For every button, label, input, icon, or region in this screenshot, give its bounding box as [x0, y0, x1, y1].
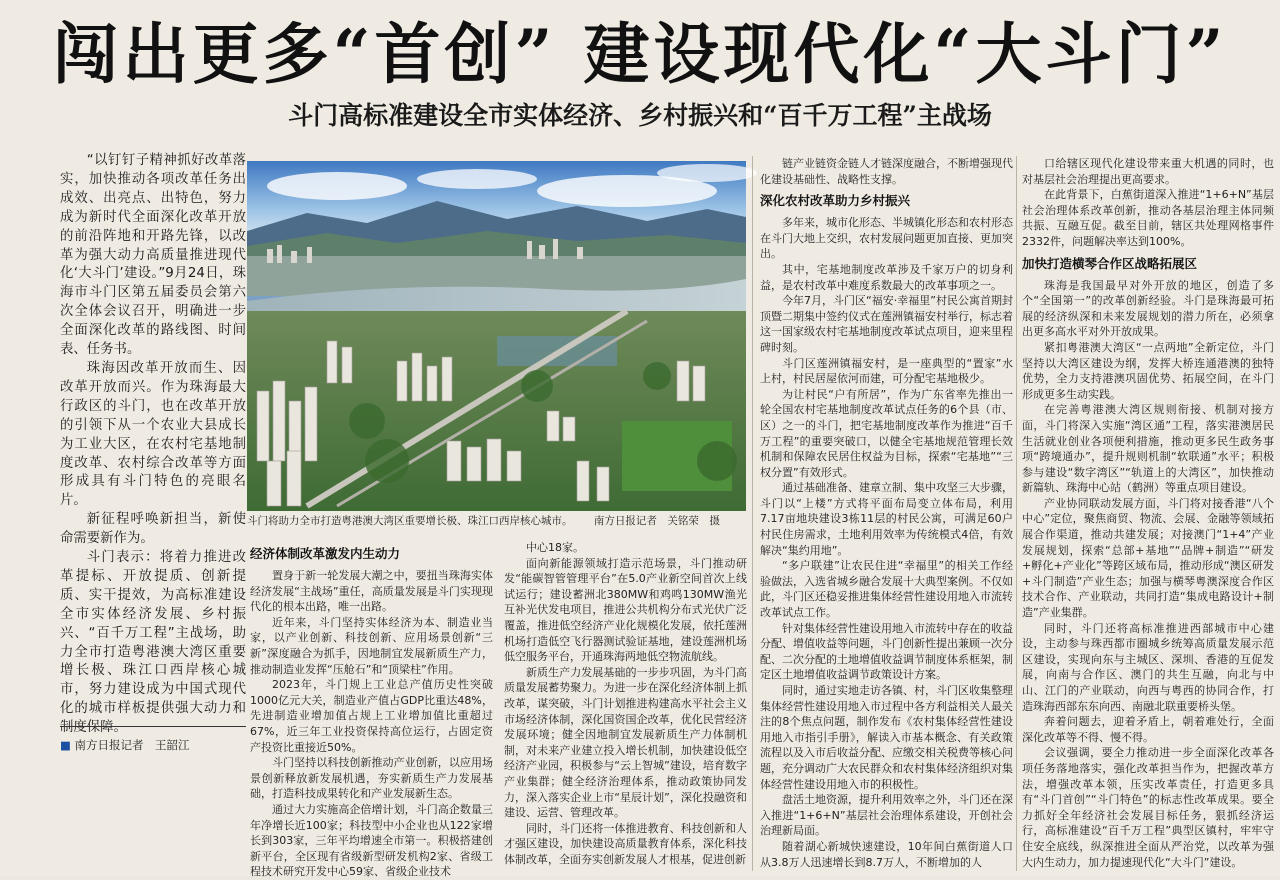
lead-paragraph: 新征程呼唤新担当，新使命需要新作为。: [60, 512, 246, 547]
section-heading: 深化农村改革助力乡村振兴: [760, 193, 911, 209]
byline-text: 南方日报记者 王韶江: [74, 738, 190, 752]
paragraph: 随着湖心新城快速建设，10年间白蕉街道人口从3.8万人迅速增长到8.7万人，不断增加的人: [760, 839, 1013, 869]
paragraph: 奔着问题去，迎着矛盾上，朝着难处行，全面深化改革等不得、慢不得。: [1022, 715, 1274, 744]
column-rural-reform: [760, 156, 1013, 876]
column-divider: [1016, 156, 1017, 871]
paragraph: 紧扣粤港澳大湾区“一点两地”全新定位，斗门坚持以大湾区建设为纲，发挥大桥连通港澳的独特优势，全力支持港澳巩固优势、拓展空间，在斗门形成更多生动实践。: [1022, 340, 1274, 401]
paragraph: 同时，通过实地走访各镇、村，斗门区收集整理集体经营性建设用地入市过程中各方利益相关人最关注的8个焦点问题，制作发布《农村集体经营性建设用地入市指引手册》，解读入市基本概念、有关政策流程以及入市后收益分配、应缴交相关税费等核心问题，充分调动广大农民群众和农村集体经济组织对集体经营性建设用地入市的积极性。: [760, 684, 1013, 791]
paragraph: 近年来，斗门坚持实体经济为本、制造业当家，以产业创新、科技创新、应用场景创新“三新”深度融合为抓手，因地制宜发展新质生产力，推动制造业发挥“压舱石”和“顶梁柱”作用。: [250, 615, 493, 676]
lead-column: [60, 152, 246, 736]
lead-paragraph: 珠海因改革开放而生、因改革开放而兴。作为珠海最大行政区的斗门，也在改革开放的引领下从一个农业大县成长为工业大区，在农村宅基地制度改革、农村综合改革等方面形成具有斗门特色的亮眼名片。: [60, 360, 246, 509]
paragraph: 口给辖区现代化建设带来重大机遇的同时，也对基层社会治理提出更高要求。: [1022, 157, 1274, 186]
paragraph: 会议强调，要全力推动进一步全面深化改革各项任务落地落实，强化改革担当作为，把握改革方法，增强改革本领，压实改革责任，打造更多具有“斗门首创”“斗门特色”的标志性改革成果。要全力抓好全年经济社会发展目标任务，狠抓经济运行，高标准建设“百千万工程”典型区镇村，牢牢守住安全底线，纵深推进全面从严治党，以改革为强大内生动力，加力提速现代化“大斗门”建设。: [1022, 746, 1274, 869]
paragraph: 在完善粤港澳大湾区规则衔接、机制对接方面，斗门将深入实施“湾区通”工程，落实港澳居民生活就业创业各项便利措施，推动更多民生政务事项“跨境通办”，提升规则机制“软联通”水平；积极参与建设“数字湾区”“轨道上的大湾区”，加快推动新篇轨、珠海中心站（鹤洲）等重点项目建设。: [1022, 403, 1274, 495]
paragraph: “多户联建”让农民住进“幸福里”的相关工作经验做法，入选省城乡融合发展十大典型案例。不仅如此，斗门区还稳妥推进集体经营性建设用地入市流转改革试点工作。: [760, 559, 1013, 620]
paragraph: 链产业链资金链人才链深度融合，不断增强现代化建设基础性、战略性支撑。: [760, 157, 1013, 186]
photo-credit: 南方日报记者 关铭荣 摄: [593, 515, 720, 527]
section-heading: 加快打造横琴合作区战略拓展区: [1022, 255, 1198, 271]
paragraph: 通过大力实施高企倍增计划，斗门高企数量三年净增长近100家；科技型中小企业也从122家增长到303家，三年平均增速全市第一。积极搭建创新平台，全区现有省级新型研发机构2家、省级工程技术研究开发中心59家、省级企业技术: [250, 802, 493, 879]
paragraph: 为让村民“户有所居”，作为广东省率先推出一轮全国农村宅基地制度改革试点任务的6个县（市、区）之一的斗门，把宅基地制度改革作为推进“百千万工程”的重要突破口，以健全宅基地规范管理长效机制和保障农民居住权益为目标，探索“宅基地”“三权分置”有效形式。: [760, 387, 1013, 479]
aerial-city-photo: [247, 161, 746, 511]
section-heading: 经济体制改革激发内生动力: [250, 546, 401, 561]
paragraph: 多年来，城市化形态、半城镇化形态和农村形态在斗门大地上交织，农村发展问题更加直接、更加突出。: [760, 216, 1013, 261]
caption-text: 斗门将助力全市打造粤港澳大湾区重要增长极、珠江口西岸核心城市。: [247, 515, 573, 527]
paragraph: 产业协同联动发展方面，斗门将对接香港“八个中心”定位，聚焦商贸、物流、会展、金融等领域拓展合作渠道，推动共建发展；对接澳门“1+4”产业发展规划，探索“总部+基地”“品牌+制造”“研发+孵化+产业化”等跨区域布局，推动形成“澳区研发+斗门制造”产业生态；加强与横琴粤澳深度合作区技术合作、产业联动，共同打造“集成电路设计+制造”产业集群。: [1022, 496, 1274, 620]
lead-paragraph: 斗门表示：将着力推进改革提标、开放提质、创新提质、实干提效，为高标准建设全市实体经济发展、乡村振兴、“百千万工程”主战场，助力全市打造粤港澳大湾区重要增长极、珠江口西岸核心城市，努力建设成为中国式现代化的城市样板提供强大动力和制度保障。: [60, 550, 246, 736]
column-economy-cont: [504, 540, 747, 876]
paragraph: 中心18家。: [526, 541, 584, 554]
paragraph: 盘活土地资源，提升利用效率之外，斗门还在深入推进“1+6+N”基层社会治理体系建设，开创社会治理新局面。: [760, 793, 1013, 838]
column-hengqin: [1022, 156, 1274, 876]
paragraph: 新质生产力发展基础的一步步巩固，为斗门高质量发展蓄势聚力。为进一步在深化经济体制上抓改革，谋突破，斗门计划推进构建高水平社会主义市场经济体制，深化国资国企改革，优化民营经济发展环境；健全因地制宜发展新质生产力体制机制，对未来产业建立投入增长机制，加快建设低空经济产业园，积极参与“云上智城”建设，培育数字产业集群；健全经济治理体系，推动政策协同发力，深入落实企业上市“星辰计划”，深化投融资和建设、运营、管理改革。: [504, 665, 747, 820]
paragraph: 在此背景下，白蕉街道深入推进“1+6+N”基层社会治理体系改革创新，推动各基层治理主体同频共振、互融互促。截至目前，辖区共处理网格事件2332件，问题解决率达到100%。: [1022, 188, 1274, 248]
paragraph: 同时，斗门还将高标准推进西部城市中心建设，主动参与珠西都市圈城乡统筹高质量发展示范区建设，实现向东与主城区、深圳、香港的互促发展，向南与合作区、澳门的共生互融，向北与中山、江门的产业联动，向西与粤西的协同合作，打造珠海西部东东向西、南融北联重要桥头堡。: [1022, 621, 1274, 713]
paragraph: 通过基础准备、建章立制、集中攻坚三大步骤，斗门以“上楼”方式将平面布局变立体布局，利用7.17亩地块建设3栋11层的村民公寓，可满足60户村民住房需求，土地利用效率为传统模式4倍，有效解决“集约用地”。: [760, 481, 1013, 557]
paragraph: 今年7月，斗门区“福安·幸福里”村民公寓首期封顶暨二期集中签约仪式在莲洲镇福安村举行，标志着这一国家级农村宅基地制度改革试点项目，迎来里程碑时刻。: [760, 294, 1013, 354]
paragraph: 针对集体经营性建设用地入市流转中存在的收益分配、增值收益等问题，斗门创新性提出兼顾一次分配、二次分配的土地增值收益调节制度体系框架，制定区土地增值收益调节政策设计方案。: [760, 621, 1013, 682]
paragraph: 面向新能源领域打造示范场景，斗门推动研发“能碳智管管理平台”在5.0产业新空间首次上线试运行；建设蓄洲北380MW和鸡鸣130MW渔光互补光伏发电项目，推进公共机构分布式光伏广泛覆盖，推进低空经济产业化规模化发展，依托莲洲机场打造低空飞行器测试验证基地，建设莲洲机场低空服务平台，开通珠海两地低空物流航线。: [504, 556, 747, 664]
subheadline: 斗门高标准建设全市实体经济、乡村振兴和“百千万工程”主战场: [288, 101, 992, 130]
paragraph: 珠海是我国最早对外开放的地区，创造了多个“全国第一”的改革创新经验。斗门是珠海最可拓展的经济纵深和未来发展规划的潜力所在，必须拿出更多高水平对外开放成果。: [1022, 278, 1274, 339]
photo-caption: [247, 513, 746, 529]
paragraph: 置身于新一轮发展大潮之中，要扭当珠海实体经济发展“主战场”重任，高质量发展是斗门实现现代化的根本出路，唯一出路。: [250, 569, 493, 614]
paragraph: 斗门区莲洲镇福安村，是一座典型的“置家”水上村，村民居屋依河而建，可分配宅基地极少。: [760, 356, 1013, 386]
column-divider: [752, 156, 753, 871]
paragraph: 其中，宅基地制度改革涉及千家万户的切身利益，是农村改革中难度系数最大的改革事项之一。: [760, 262, 1013, 292]
paragraph: 2023年，斗门规上工业总产值历史性突破1000亿元大关，制造业产值占GDP比重达48%，先进制造业增加值占规上工业增加值比重超过67%，近三年工业投资保持高位运行，占固定资产投资比重接近50%。: [250, 678, 493, 754]
headline: 闯出更多“首创” 建设现代化“大斗门”: [52, 15, 1228, 93]
byline-marker: ■: [60, 738, 71, 752]
lead-paragraph: “以钉钉子精神抓好改革落实，加快推动各项改革任务出成效、出亮点、出特色，努力成为新时代全面深化改革开放的前沿阵地和开路先锋，以改革为强大动力高质量推进现代化‘大斗门’建设。”9月24日，珠海市斗门区第五届委员会第六次全体会议召开，明确进一步全面深化改革的路线图、时间表、任务书。: [60, 153, 246, 358]
byline: [60, 726, 246, 753]
paragraph: 同时，斗门还将一体推进教育、科技创新和人才强区建设，加快建设高质量教育体系，深化科技体制改革，全面夯实创新发展人才根基，促进创新: [504, 821, 747, 866]
paragraph: 斗门坚持以科技创新推动产业创新，以应用场景创新释放新发展机遇，夯实新质生产力发展基础，打造科技成果转化和产业发展新生态。: [250, 756, 493, 801]
column-economy: [250, 540, 493, 879]
